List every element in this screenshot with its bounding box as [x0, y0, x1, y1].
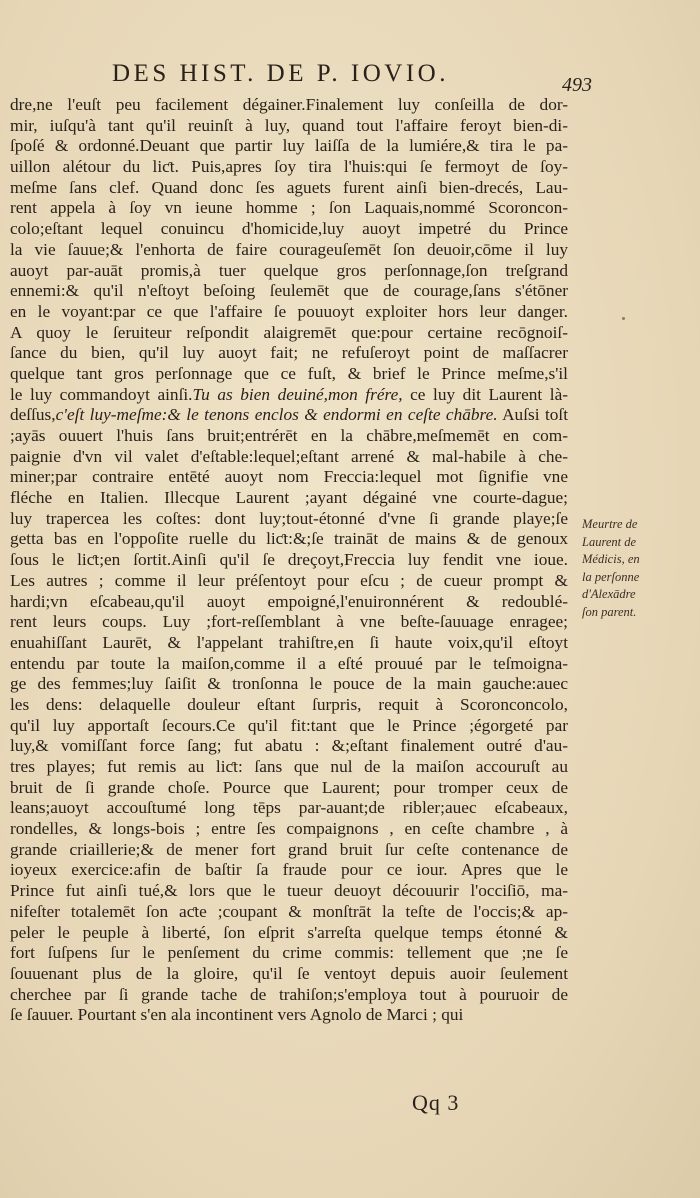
margin-note-line: ſon parent. [582, 604, 637, 619]
text-line: ſance du bien, qu'il luy auoyt fait; ne refuſeroyt point de maſſacrer [10, 343, 568, 363]
text-line: qu'il luy apportaſt ſecours.Ce qu'il fit:tant que le Prince ;égorgeté par [10, 715, 568, 735]
text-line: luy,& vomiſſant force ſang; fut abatu : &;eſtant finalement outré d'au- [10, 736, 568, 756]
text-line: Les autres ; comme il leur préſentoyt pour eſcu ; de cueur prompt & [10, 570, 568, 590]
text-line [10, 405, 568, 426]
text-line: rondelles, & longs-bois ; entre ſes compaignons , en ceſte chambre , à [10, 819, 568, 839]
text-line: paignie d'vn vil valet d'eſtable:lequel;eſtant arrené & mal-habile à che- [10, 446, 568, 466]
text-line: entendu par toute la maiſon,comme il a eſté prouué par le teſmoigna- [10, 653, 568, 673]
text-line: peler le peuple à liberté, ſon eſprit s'arreſta quelque temps étonné & [10, 922, 568, 942]
text-line: miner;par contraire entēté auoyt nom Freccia:lequel mot ſignifie vne [10, 467, 568, 487]
text-line: hardi;vn eſcabeau,qu'il auoyt empoigné,l'enuironnérent & redoublé- [10, 591, 568, 611]
text-line: A quoy le ſeruiteur reſpondit alaigremēt que:pour certaine recōgnoiſ- [10, 322, 568, 342]
text-line: quelque tant gros perſonnage que ce fuſt, & brief le Prince meſme,s'il [10, 363, 568, 383]
text-span: Auſsi toſt [497, 405, 568, 425]
text-line: uillon alétour du liƈt. Puis,apres ſoy tira l'huis:qui ſe fermoyt de ſoy- [10, 157, 568, 177]
running-head: DES HIST. DE P. IOVIO. [112, 60, 449, 87]
text-span: ce luy dit Laurent là- [402, 384, 568, 404]
italic-speech: Tu as bien deuiné,mon frére, [192, 384, 403, 404]
margin-note-line: Laurent de [582, 534, 637, 549]
margin-note-line: d'Alexādre [582, 587, 636, 602]
text-span: le luy commandoyt ainſi. [10, 384, 193, 404]
text-line: les dens: delaquelle douleur eſtant ſurpris, requit à Scoronconcolo, [10, 694, 568, 714]
text-line: ;ayās ouuert l'huis ſans bruit;entrérēt en la chābre,meſmemēt en com- [10, 426, 568, 445]
text-line: ennemi:& qu'il n'eſtoyt beſoing ſeulemēt que de courage,ſans s'étōner [10, 281, 568, 301]
text-line: meſme ſans clef. Quand donc ſes aguets furent ainſi bien-drecés, Lau- [10, 177, 568, 197]
margin-note-line: la perſonne [582, 569, 640, 584]
text-line: nifeſter totalemēt ſon aƈte ;coupant & monſtrāt la teſte de l'occis;& ap- [10, 901, 568, 921]
margin-note-line: Médicis, en [582, 552, 640, 567]
italic-speech: c'eſt luy-meſme:& le tenons enclos & endormi en ceſte chābre. [55, 405, 498, 425]
text-line: ſe ſauuer. Pourtant s'en ala incontinent vers Agnolo de Marci ; qui [10, 1005, 464, 1025]
text-line: mir, iuſqu'à tant qu'il reuinſt à luy, quand tout l'affaire feroyt bien-di- [10, 115, 568, 135]
page-header [112, 56, 592, 96]
text-line: ſpoſé & ordonné.Deuant que partir luy laiſſa de la lumiére,& tira le pa- [10, 136, 568, 156]
text-line: rent leurs coups. Luy ;fort-reſſemblant à vne beſte-ſauuage enragee; [10, 612, 568, 632]
text-line: ge des femmes;luy ſaiſit & tronſonna le pouce de la main gauche:auec [10, 674, 568, 694]
text-line: la vie ſauue;& l'enhorta de faire courageuſemēt ſon deuoir,cōme il luy [10, 239, 568, 259]
text-line: fléche en Italien. Illecque Laurent ;ayant dégainé vne courte-dague; [10, 488, 568, 508]
text-line: fort ſuſpens ſur le penſement du crime commis: tellement que ;ne ſe [10, 943, 568, 963]
text-line: colo;eſtant lequel conuincu d'homicide,luy auoyt impetré du Prince [10, 219, 568, 239]
margin-note-line: Meurtre de [582, 517, 638, 531]
signature-mark: Qq 3 [412, 1090, 460, 1115]
text-line: luy trapercea les coſtes: dont luy;tout-étonné d'vne ſi grande playe;ſe [10, 508, 568, 528]
text-line: ſouuenant plus de la gloire, qu'il ſe ventoyt depuis auoir ſeulement [10, 963, 568, 983]
text-line: tres playes; fut remis au liƈt: ſans que nul de la maiſon accouruſt au [10, 757, 568, 776]
body-text [10, 95, 568, 1026]
text-line: auoyt par-auāt promis,à tuer quelque gros perſonnage,ſon treſgrand [10, 260, 568, 280]
page-number: 493 [562, 74, 592, 96]
text-line [10, 385, 568, 406]
text-line: leans;auoyt accouſtumé long tēps par-auant;de ribler;auec eſcabeaux, [10, 798, 568, 818]
text-line: rent appela à ſoy vn ieune homme ; ſon Laquais,nommé Scoroncon- [10, 198, 568, 218]
margin-note [582, 516, 694, 622]
text-line: enuahiſſant Laurēt, & l'appelant trahiſtre,en ſi haute voix,qu'il eſtoyt [10, 632, 568, 652]
text-span: deſſus, [10, 405, 56, 425]
text-line: grande criaillerie;& de mener fort grand bruit ſur ceſte contenance de [10, 839, 568, 859]
ink-speck [622, 317, 625, 320]
text-line: getta bas en l'oppoſite ruelle du liƈt:&;ſe traināt de mains & de genoux [10, 529, 568, 549]
text-line: ſous le liƈt;en ſortit.Ainſi qu'il ſe dreçoyt,Freccia luy fendit vne ioue. [10, 550, 568, 570]
text-line: en le voyant:par ce que l'affaire ſe pouuoyt exploiter hors leur danger. [10, 301, 568, 321]
text-line: dre,ne l'euſt peu facilement dégainer.Finalement luy conſeilla de dor- [10, 95, 568, 114]
text-line: ioyeux exercice:afin de baſtir ſa fraude pour ce iour. Apres que le [10, 860, 568, 880]
text-line: bruit de ſi grande choſe. Pource que Laurent; pour tromper ceux de [10, 777, 568, 797]
text-line: Prince fut ainſi tué,& lors que le tueur deuoyt découurir l'occiſiō, ma- [10, 881, 568, 901]
text-line: cherchee par ſi grande tache de trahiſon;s'employa tout à pouruoir de [10, 984, 568, 1004]
